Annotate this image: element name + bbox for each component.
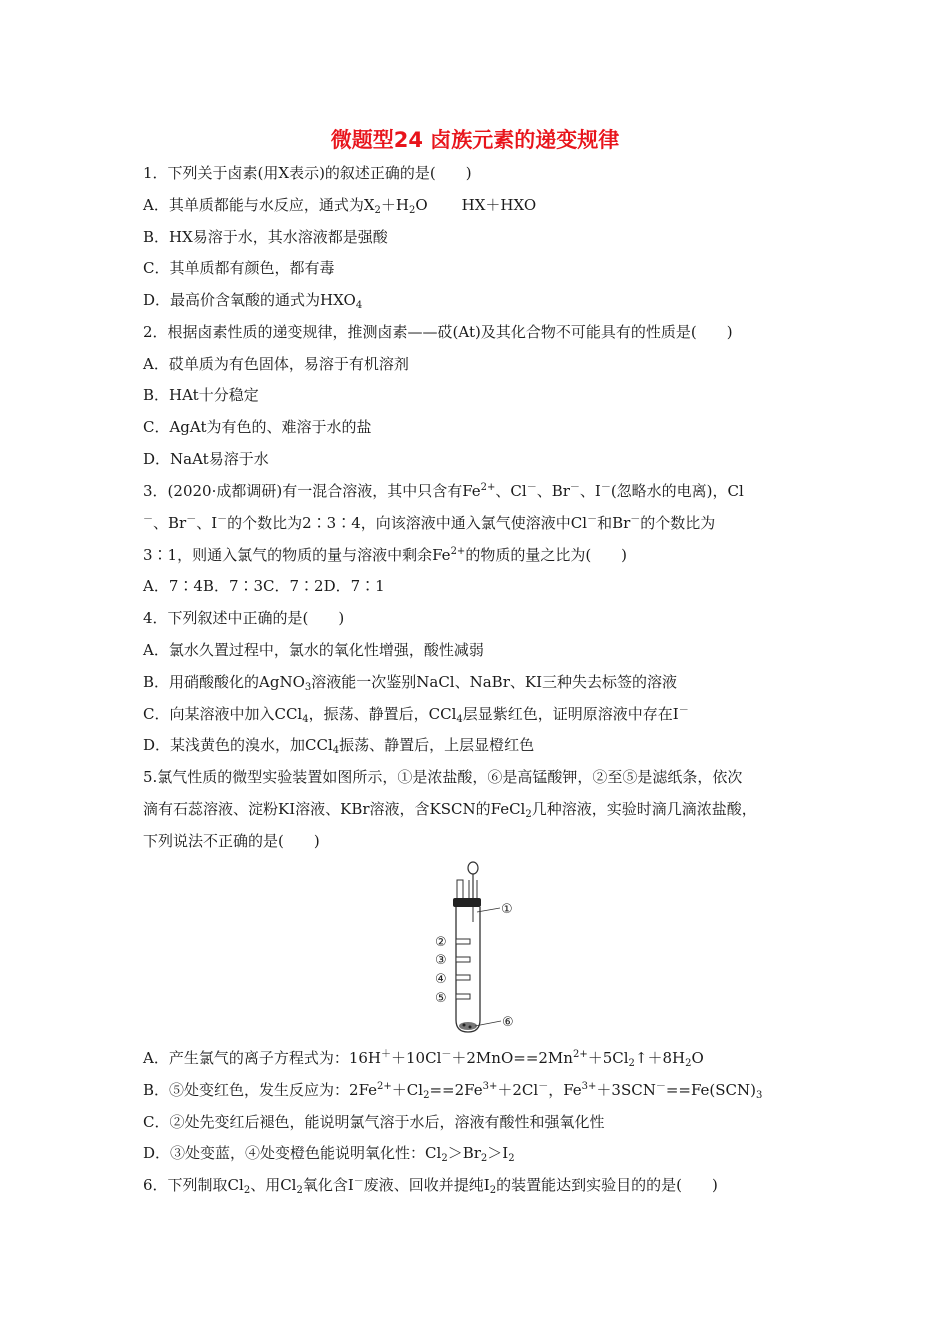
q4-option-a: A．氯水久置过程中，氯水的氧化性增强，酸性减弱	[143, 641, 484, 659]
filter-strip-4	[456, 975, 470, 980]
q1-option-c: C．其单质都有颜色，都有毒	[143, 259, 335, 277]
filter-strip-2	[456, 939, 470, 944]
q1-stem: 1．下列关于卤素(用X表示)的叙述正确的是( )	[143, 164, 472, 182]
figure-label-6: ⑥	[502, 1015, 514, 1030]
q1-option-a: A．其单质都能与水反应，通式为$X_2+H_2O$ HX＋HXO	[143, 196, 537, 216]
q5-option-c: C．②处先变红后褪色，能说明氯气溶于水后，溶液有酸性和强氧化性	[143, 1113, 605, 1131]
q5-option-a: A．产生氯气的离子方程式为：$16H^++10Cl^-+2MnO==2Mn^{2+}+5Cl_2↑+8H_2O$	[143, 1049, 704, 1069]
leader-line-6	[475, 1021, 501, 1026]
q1-option-b: B．HX易溶于水，其水溶液都是强酸	[143, 228, 388, 246]
solid-grain	[469, 1026, 472, 1029]
filter-strip-5	[456, 994, 470, 999]
q5-stem-line2: 滴有石蕊溶液、淀粉KI溶液、KBr溶液，含KSCN的FeCl$_2$几种溶液，实验时滴几滴浓盐酸，	[143, 800, 757, 820]
side-tube	[457, 880, 463, 900]
q4-option-d: D．某浅黄色的溴水，加CCl$_4$振荡、静置后，上层显橙红色	[143, 736, 535, 756]
figure-label-5: ⑤	[435, 991, 447, 1006]
figure-label-1: ①	[501, 902, 513, 917]
solid-grain	[463, 1024, 466, 1027]
q6-stem: 6．下列制取$Cl_2$、用$Cl_2$氧化含I－废液、回收并提纯$I_2$的装置能达到实验目的的是( )	[143, 1176, 718, 1196]
permanganate-solid	[459, 1022, 477, 1030]
q5-option-d: D．③处变蓝，④处变橙色能说明氧化性：$Cl_2>Br_2>I_2$	[143, 1144, 515, 1164]
test-tube	[456, 907, 480, 1032]
filter-strip-3	[456, 957, 470, 962]
stopper	[453, 898, 481, 907]
q2-option-d: D．NaAt易溶于水	[143, 450, 269, 468]
q2-stem: 2．根据卤素性质的递变规律，推测卤素——砹(At)及其化合物不可能具有的性质是( )	[143, 323, 733, 341]
dropper-bulb	[468, 862, 478, 874]
q5-stem-line3: 下列说法不正确的是( )	[143, 832, 320, 850]
q1-option-d: D．最高价含氧酸的通式为$HXO_4$	[143, 291, 363, 311]
figure-label-3: ③	[435, 953, 447, 968]
q5-stem-line1: 5.氯气性质的微型实验装置如图所示，①是浓盐酸，⑥是高锰酸钾，②至⑤是滤纸条，依次	[143, 768, 743, 786]
apparatus-diagram	[425, 860, 525, 1040]
q2-option-a: A．砹单质为有色固体，易溶于有机溶剂	[143, 355, 409, 373]
q3-stem-line3: 3∶1，则通入氯气的物质的量与溶液中剩余$Fe^{2+}$的物质的量之比为( )	[143, 546, 628, 564]
q3-stem-line1: 3．(2020·成都调研)有一混合溶液，其中只含有$Fe^{2+}$、Cl－、Br－、I－(忽略水的电离)，Cl	[143, 482, 744, 500]
q3-stem-line2: －、Br－、I－的个数比为2∶3∶4，向该溶液中通入氯气使溶液中Cl－和Br－的个数比为	[143, 514, 716, 532]
figure-label-4: ④	[435, 972, 447, 987]
q4-option-c: C．向某溶液中加入CCl$_4$，振荡、静置后，CCl$_4$层显紫红色，证明原溶液中存在I－	[143, 705, 689, 725]
q4-stem: 4．下列叙述中正确的是( )	[143, 609, 345, 627]
q3-options: A．7∶4B．7∶3C．7∶2D．7∶1	[143, 577, 385, 595]
q5-option-b: B．⑤处变红色，发生反应为：$2Fe^{2+}+Cl_2==2Fe^{3+}+2Cl^-$，$Fe^{3+}+3SCN^-==Fe(SCN)_3$	[143, 1081, 763, 1101]
figure-label-2: ②	[435, 935, 447, 950]
q2-option-b: B．HAt十分稳定	[143, 386, 259, 404]
q4-option-b: B．用硝酸酸化的AgNO$_3$溶液能一次鉴别NaCl、NaBr、KI三种失去标签的溶液	[143, 673, 678, 693]
page-title: 微题型24 卤族元素的递变规律	[330, 128, 620, 152]
q2-option-c: C．AgAt为有色的、难溶于水的盐	[143, 418, 372, 436]
